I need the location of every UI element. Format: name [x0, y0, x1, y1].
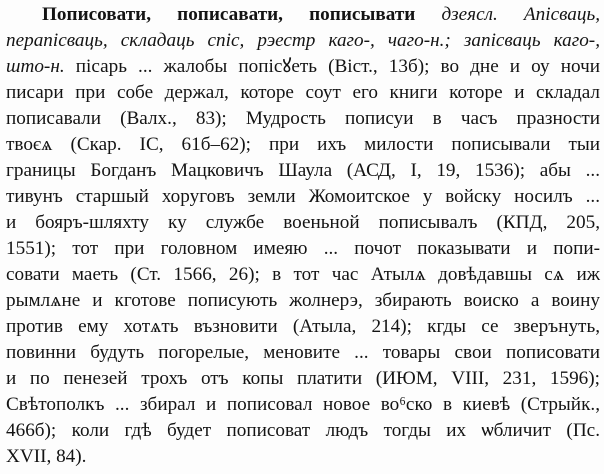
- entry-line-3: [6, 54, 600, 80]
- part-of-speech: дзеясл.: [441, 4, 498, 25]
- entry-line: писари при собе держал, которе соут его книги которе и складал: [6, 82, 600, 103]
- entry-line: совати маеть (Ст. 1566, 26); в тот час Атылѧ довѣдавшы сѧ иж: [6, 264, 600, 285]
- entry-line-2: перапісваць, складаць спіс, рэестр каго-, чаго-н.; запісваць каго-,: [6, 30, 600, 51]
- entry-line: против ему хотѧть възновити (Атыла, 214); кгды се зверънуть,: [6, 316, 600, 337]
- entry-line: и бояръ-шляхту ку службе военьной пописывалъ (КПД, 205,: [6, 212, 600, 233]
- entry-line-1: [42, 2, 600, 28]
- gloss-start: Апісваць,: [523, 4, 600, 25]
- entry-line: повинни будуть погорелые, меновите ... товары свои пописовати: [6, 342, 600, 363]
- entry-line: границы Богданъ Мацковичъ Шаула (АСД, І, 19, 1536); абы ...: [6, 160, 600, 181]
- entry-line: рымлѧне и кготове пописують жолнерэ, збирають воиско а воину: [6, 290, 600, 311]
- entry-line: Свѣтополкъ ... збирал и пописовал новое во⁶ско в киевѣ (Стрыйк.,: [6, 394, 600, 415]
- entry-line: 1551); тот при головном имеяю ... почот показывати и попи-: [6, 238, 600, 259]
- entry-line: твоєѧ (Скар. ІС, 61б–62); при ихъ милости пописывали тыи: [6, 134, 600, 155]
- gloss-end: што-н.: [6, 56, 65, 77]
- entry-line: и по пенезей трохъ отъ копы платити (ИЮМ, VIII, 231, 1596);: [6, 368, 600, 389]
- entry-headword: Пописовати, пописавати, пописывати: [42, 4, 416, 25]
- entry-line: тивунъ старшый хоруговъ земли Жомоитское у войску носилъ ...: [6, 186, 600, 207]
- entry-line: 466б); коли гдѣ будет пописоват людъ тогды их ѡбличит (Пс.: [6, 420, 600, 441]
- entry-line-last: XVII, 84).: [6, 446, 87, 467]
- citation-text: пісарь ... жалобы попісꙋеть (Віст., 13б); во дне и оу ночи: [64, 56, 600, 77]
- entry-line: пописавали (Валх., 83); Мудрость пописуи в часъ празности: [6, 108, 600, 129]
